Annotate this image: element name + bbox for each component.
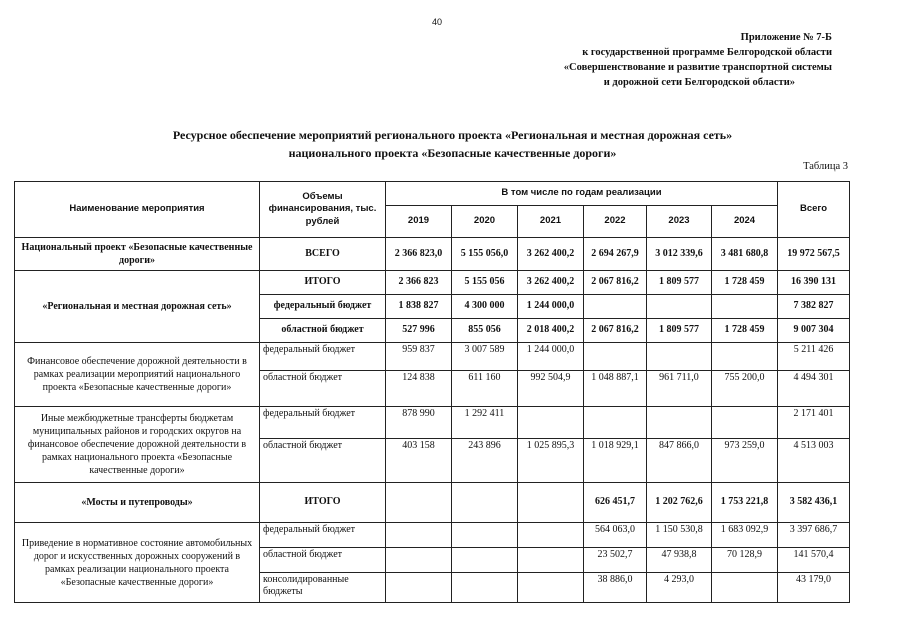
appendix-line: к государственной программе Белгородской области xyxy=(582,47,832,58)
row-source: областной бюджет xyxy=(260,439,386,483)
value-cell: 847 866,0 xyxy=(647,439,712,483)
value-cell: 1 683 092,9 xyxy=(712,523,778,548)
value-cell: 1 292 411 xyxy=(452,407,518,439)
value-cell xyxy=(386,573,452,603)
appendix-line: «Совершенствование и развитие транспортной системы xyxy=(563,62,832,73)
value-cell xyxy=(518,523,584,548)
value-cell xyxy=(386,523,452,548)
value-cell: 3 262 400,2 xyxy=(518,238,584,271)
row-source: федеральный бюджет xyxy=(260,295,386,319)
total-cell: 9 007 304 xyxy=(778,319,850,343)
value-cell: 23 502,7 xyxy=(584,548,647,573)
value-cell: 992 504,9 xyxy=(518,371,584,407)
row-source: консолидированные бюджеты xyxy=(260,573,386,603)
value-cell: 2 067 816,2 xyxy=(584,271,647,295)
value-cell: 3 012 339,6 xyxy=(647,238,712,271)
table-row xyxy=(15,271,850,295)
value-cell: 38 886,0 xyxy=(584,573,647,603)
table-row xyxy=(15,407,850,439)
year-2024: 2024 xyxy=(712,206,778,238)
row-source: ВСЕГО xyxy=(260,238,386,271)
row-name: «Региональная и местная дорожная сеть» xyxy=(15,271,260,343)
value-cell xyxy=(584,407,647,439)
row-source: федеральный бюджет xyxy=(260,523,386,548)
value-cell: 3 007 589 xyxy=(452,343,518,371)
value-cell: 70 128,9 xyxy=(712,548,778,573)
total-cell: 4 494 301 xyxy=(778,371,850,407)
total-cell: 43 179,0 xyxy=(778,573,850,603)
value-cell: 855 056 xyxy=(452,319,518,343)
title-line: Ресурсное обеспечение мероприятий регионального проекта «Региональная и местная дорожная сеть» xyxy=(172,128,733,142)
value-cell xyxy=(452,548,518,573)
value-cell xyxy=(452,573,518,603)
value-cell: 1 728 459 xyxy=(712,319,778,343)
row-name: Национальный проект «Безопасные качественные дороги» xyxy=(15,238,260,271)
row-name: «Мосты и путепроводы» xyxy=(15,483,260,523)
appendix-line: Приложение № 7-Б xyxy=(740,32,832,43)
total-cell: 4 513 003 xyxy=(778,439,850,483)
row-source: областной бюджет xyxy=(260,371,386,407)
value-cell: 5 155 056,0 xyxy=(452,238,518,271)
value-cell: 1 048 887,1 xyxy=(584,371,647,407)
value-cell: 3 481 680,8 xyxy=(712,238,778,271)
value-cell: 1 018 929,1 xyxy=(584,439,647,483)
page-number: 40 xyxy=(432,17,443,27)
value-cell: 626 451,7 xyxy=(584,483,647,523)
value-cell xyxy=(452,483,518,523)
value-cell: 2 366 823 xyxy=(386,271,452,295)
row-name: Финансовое обеспечение дорожной деятельности в рамках реализации мероприятий национального проекта «Безопасные качественные дороги» xyxy=(15,343,260,407)
row-source: областной бюджет xyxy=(260,319,386,343)
year-2022: 2022 xyxy=(584,206,647,238)
year-2019: 2019 xyxy=(386,206,452,238)
appendix-line: и дорожной сети Белгородской области» xyxy=(603,77,795,88)
value-cell: 4 300 000 xyxy=(452,295,518,319)
total-cell: 19 972 567,5 xyxy=(778,238,850,271)
value-cell xyxy=(518,573,584,603)
row-name: Иные межбюджетные трансферты бюджетам муниципальных районов и городских округов на финансовое обеспечение дорожной деятельности в рамках национального проекта «Безопасные качественные дороги» xyxy=(15,407,260,483)
value-cell: 1 809 577 xyxy=(647,319,712,343)
value-cell: 959 837 xyxy=(386,343,452,371)
value-cell: 3 262 400,2 xyxy=(518,271,584,295)
header-total: Всего xyxy=(778,182,850,238)
row-source: областной бюджет xyxy=(260,548,386,573)
value-cell: 2 366 823,0 xyxy=(386,238,452,271)
value-cell: 611 160 xyxy=(452,371,518,407)
value-cell: 1 150 530,8 xyxy=(647,523,712,548)
value-cell: 961 711,0 xyxy=(647,371,712,407)
row-name: Приведение в нормативное состояние автомобильных дорог и искусственных дорожных сооружений в рамках реализации национального проекта «Безопасные качественные дороги» xyxy=(15,523,260,603)
total-cell: 7 382 827 xyxy=(778,295,850,319)
value-cell: 973 259,0 xyxy=(712,439,778,483)
value-cell: 564 063,0 xyxy=(584,523,647,548)
total-cell: 2 171 401 xyxy=(778,407,850,439)
value-cell: 878 990 xyxy=(386,407,452,439)
total-cell: 3 397 686,7 xyxy=(778,523,850,548)
year-2023: 2023 xyxy=(647,206,712,238)
value-cell xyxy=(518,483,584,523)
value-cell: 755 200,0 xyxy=(712,371,778,407)
value-cell: 1 244 000,0 xyxy=(518,343,584,371)
value-cell xyxy=(647,295,712,319)
value-cell: 1 202 762,6 xyxy=(647,483,712,523)
row-source: федеральный бюджет xyxy=(260,407,386,439)
header-by-years: В том числе по годам реализации xyxy=(386,182,778,206)
title-line: национального проекта «Безопасные качественные дороги» xyxy=(288,146,617,160)
row-source: ИТОГО xyxy=(260,271,386,295)
row-source: федеральный бюджет xyxy=(260,343,386,371)
value-cell xyxy=(518,407,584,439)
header-name: Наименование мероприятия xyxy=(15,182,260,238)
value-cell: 2 067 816,2 xyxy=(584,319,647,343)
value-cell xyxy=(712,343,778,371)
value-cell: 124 838 xyxy=(386,371,452,407)
value-cell xyxy=(386,483,452,523)
header-volume: Объемы финансирования, тыс. рублей xyxy=(260,182,386,238)
value-cell xyxy=(584,295,647,319)
table-row xyxy=(15,238,850,271)
value-cell xyxy=(518,548,584,573)
value-cell xyxy=(647,407,712,439)
table-row xyxy=(15,483,850,523)
row-source: ИТОГО xyxy=(260,483,386,523)
value-cell xyxy=(386,548,452,573)
value-cell: 47 938,8 xyxy=(647,548,712,573)
header-row xyxy=(15,182,850,206)
value-cell: 243 896 xyxy=(452,439,518,483)
year-2020: 2020 xyxy=(452,206,518,238)
year-2021: 2021 xyxy=(518,206,584,238)
value-cell xyxy=(712,295,778,319)
value-cell: 1 809 577 xyxy=(647,271,712,295)
value-cell xyxy=(452,523,518,548)
value-cell xyxy=(584,343,647,371)
value-cell: 2 694 267,9 xyxy=(584,238,647,271)
value-cell xyxy=(712,407,778,439)
value-cell: 2 018 400,2 xyxy=(518,319,584,343)
value-cell: 527 996 xyxy=(386,319,452,343)
total-cell: 5 211 426 xyxy=(778,343,850,371)
value-cell: 403 158 xyxy=(386,439,452,483)
total-cell: 141 570,4 xyxy=(778,548,850,573)
document-title xyxy=(0,126,905,162)
value-cell: 4 293,0 xyxy=(647,573,712,603)
value-cell xyxy=(647,343,712,371)
value-cell: 5 155 056 xyxy=(452,271,518,295)
value-cell: 1 025 895,3 xyxy=(518,439,584,483)
value-cell: 1 728 459 xyxy=(712,271,778,295)
total-cell: 16 390 131 xyxy=(778,271,850,295)
value-cell: 1 244 000,0 xyxy=(518,295,584,319)
value-cell: 1 753 221,8 xyxy=(712,483,778,523)
table-row xyxy=(15,523,850,548)
appendix-header xyxy=(500,30,880,90)
value-cell: 1 838 827 xyxy=(386,295,452,319)
resource-table xyxy=(14,181,850,603)
table-label: Таблица 3 xyxy=(803,161,848,172)
value-cell xyxy=(712,573,778,603)
total-cell: 3 582 436,1 xyxy=(778,483,850,523)
table-row xyxy=(15,343,850,371)
